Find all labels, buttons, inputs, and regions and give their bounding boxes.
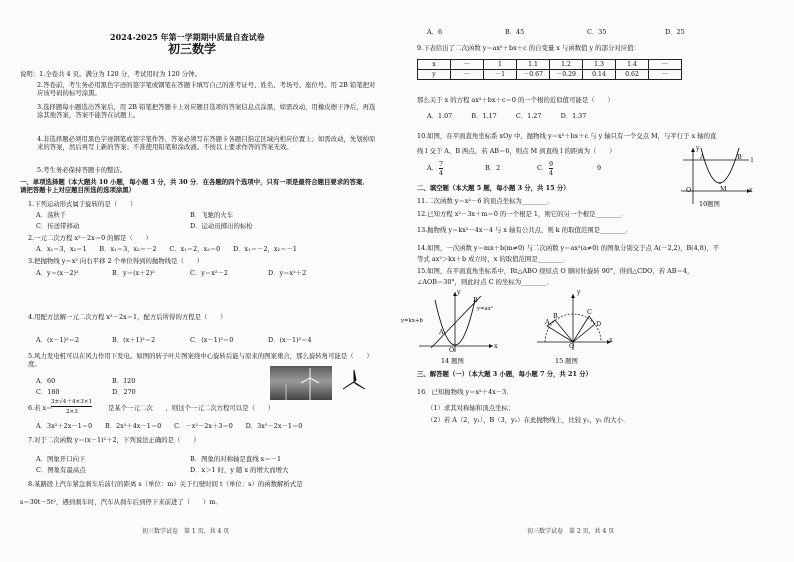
q10-line-2: 线 l 交于 A、B 两点，若 AB＝6，则点 M 到直线 l 的距离为（ ） <box>417 147 616 155</box>
wind-turbine-photo <box>270 366 332 400</box>
q3-option-b: B．y＝(x＋2)² <box>112 269 155 277</box>
q4-option-b: B．(x＋1)²＝2 <box>112 336 156 344</box>
q14-line-2: 等式 ax²＞kx＋b 成立时，x 的取值范围是________． <box>417 255 570 263</box>
section-1-heading: 一、单项选择题（本大题共 10 小题，每小题 3 分，共 30 分．在各题的四个选项中，只有一项是最符合题目要求的答案．请把答题卡上对应题目所选的选项涂黑） <box>20 178 369 194</box>
q5-option-a: A．60 <box>36 377 56 385</box>
q16-part-2: （2）若 A（2，y₁）、B（3，y₂）在此抛物线上，比较 y₁，y₂ 的大小． <box>427 416 630 424</box>
fig14-a-label: A <box>439 328 444 336</box>
page-footer-1: 初三数学试卷 第 1 页，共 4 页 <box>142 528 230 535</box>
q8-option-b: B．45 <box>505 28 525 36</box>
q6-prefix: 6.若 x＝ <box>28 404 53 412</box>
figure-15-caption: 15 题图 <box>555 357 578 365</box>
table-row-x <box>418 60 682 70</box>
fig10-b-label: B <box>737 153 742 161</box>
q7-option-d: D．x＞1 时，y 随 x 的增大而增大 <box>190 466 289 474</box>
q7-option-a: A．图象开口向下 <box>36 455 86 463</box>
q5-option-c: C．180 <box>36 388 60 396</box>
q10-line-1: 10.如图，在平面直角坐标系 xOy 中，抛物线 y＝x²＋bx＋c 与 y 轴只有一个交点 M，与平行于 x 轴的直 <box>417 132 717 140</box>
q15-line-2: ∠AOB＝30°，则此时点 C 的坐标为________． <box>417 278 554 286</box>
instruction-5: 5.考生务必保持答题卡的整洁。 <box>37 166 127 174</box>
fig14-line-eq: y=kx+b <box>401 318 423 324</box>
exam-page-2 <box>397 0 794 562</box>
figure-10-parabola <box>679 146 754 206</box>
q5-stem: 5.风力发电机可以在风力作用下发电。如图的转子叶片图案绕中心旋转后能与原来的图案重合，那么旋转角可能是（ ）度。 <box>28 352 373 368</box>
instruction-4: 4.非选择题必须用黑色字迹钢笔或签字笔作答、答案必须写在答题卡各题目指定区域内相应位置上；如需改动，先划掉原来的答案，然后再写上新的答案；不准使用铅笔和涂改液。不按以上要求作答的答案无效。 <box>37 135 376 151</box>
q1-option-c: C．传送带移动 <box>36 222 80 230</box>
q6-suffix: 是某个一元二次 ，则这个一元二次方程可以是（ ） <box>108 404 275 412</box>
table-cell: y <box>418 70 451 80</box>
q6-fraction-numerator: 3±√4＋4×3×1 <box>51 399 93 405</box>
q6-options: A．3x²＋2x－1＝0 B．2x²＋4x－1＝0 C．－x²－2x＋3＝0 D．3x²－2x－1＝0 <box>36 422 303 430</box>
fig15-y-label: y <box>577 288 581 296</box>
q11: 11.二次函数 y＝x²－6 的顶点坐标为________． <box>417 197 554 205</box>
q2-stem: 2.一元二次方程 x²－2x＝0 的解是（ ） <box>28 234 152 242</box>
fig14-y-label: y <box>457 288 461 296</box>
q8-line-1: 8.某路段上汽车紧急刹车后前行的距离 s（单位：m）关于行驶时间 t（单位：s）的函数解析式是 <box>28 480 303 488</box>
q8-option-c: C．35 <box>587 28 607 36</box>
q9-ask: 那么关于 x 的方程 ax²＋bx＋c＝0 的一个根的近似值可能是（ ） <box>417 96 614 104</box>
table-cell: 1 <box>484 60 517 70</box>
table-cell: 1.4 <box>616 60 649 70</box>
figure-14-caption: 14 题图 <box>441 357 464 365</box>
fig14-x-label: x <box>494 342 498 350</box>
q1-option-d: D．运动员掷出的标枪 <box>190 222 253 230</box>
fig10-a-label: A <box>700 153 705 161</box>
page-footer-2: 初三数学试卷 第 2 页，共 4 页 <box>527 528 615 535</box>
fig14-b-label: B <box>473 296 478 304</box>
fig10-y-label: y <box>696 144 700 152</box>
q12: 12.已知方程 x²－3x＋m＝0 的一个根是 1，则它的另一个根是________． <box>417 210 628 218</box>
q1-stem: 1.下列运动形式属于旋转的是（ ） <box>28 200 137 208</box>
q10-option-c-letter: C． <box>537 164 549 172</box>
fig15-b-label: B <box>553 312 558 320</box>
q9-options: A．1.07 B．1.17 C．1.27 D．1.37 <box>427 112 587 120</box>
q9-stem: 9.下表给出了二次函数 y＝ax²＋bx＋c 的自变量 x 与函数值 y 的部分对应值： <box>417 44 640 52</box>
q2-options: A．x₁＝3，x₂＝1 B．x₁＝3，x₂＝－2 C．x₁＝2，x₂＝0 D．x₁＝－2，x₂＝－1 <box>36 245 297 253</box>
fig15-d-label: D <box>596 320 602 328</box>
fig14-origin-label: O <box>449 346 455 354</box>
q16-stem: 16．已知抛物线 y＝x²＋4x－3． <box>417 388 513 396</box>
q1-option-b: B．飞驰的火车 <box>190 211 234 219</box>
q7-stem: 7.对于二次函数 y＝(x－1)²＋2，下列说法正确的是（ ） <box>28 436 200 444</box>
q3-stem: 3.把抛物线 y＝x² 向右平移 2 个单位得到的抛物线是（ ） <box>28 257 204 265</box>
q10-option-b: B．2 <box>485 164 501 172</box>
q4-option-d: D．(x－1)²＝4 <box>268 336 312 344</box>
exam-title: 2024-2025 年第一学期期中质量自查试卷 <box>110 32 265 42</box>
q10-option-c-denominator: 4 <box>549 169 554 177</box>
q7-option-b: B．图象的对称轴是直线 x＝－1 <box>190 455 282 463</box>
q16-part-1: （1）求其对称轴和顶点坐标； <box>427 404 515 412</box>
figure-14-graph <box>417 290 495 354</box>
table-cell: ··· <box>649 60 682 70</box>
q10-option-a-letter: A． <box>427 164 439 172</box>
q3-option-d: D．y＝x²＋2 <box>268 269 307 277</box>
fig15-a-label: A <box>545 318 550 326</box>
instruction-2: 2.答卷前，考生务必用黑色字迹的签字笔或钢笔在答题卡填写自己的准考证号、姓名、考场号、座位号。用 2B 铅笔把对应该号码的标号涂黑。 <box>37 81 376 97</box>
table-cell: 0.14 <box>583 70 616 80</box>
table-cell: ··· <box>451 70 484 80</box>
q3-option-c: C．y＝x²－2 <box>190 269 228 277</box>
table-cell: －0.67 <box>517 70 550 80</box>
table-row-y <box>418 70 682 80</box>
q14-line-1: 14.如图，一次函数 y＝mx＋b(m≠0) 与二次函数 y＝ax²(a≠0) 的图象分别交于点 A(－2,2)，B(4,8)，不 <box>417 244 720 252</box>
q1-option-a: A．荡秋千 <box>36 211 67 219</box>
table-cell: 1.1 <box>517 60 550 70</box>
fig15-origin-label: O <box>569 342 575 350</box>
fig10-origin-label: O <box>686 186 692 194</box>
table-cell: ··· <box>649 70 682 80</box>
q8-option-a: A．6 <box>427 28 443 36</box>
q8-line-2: s＝30t－5t²，遇到刹车时，汽车从刹车后到停下来前进了（ ）m． <box>20 498 222 506</box>
table-cell: x <box>418 60 451 70</box>
q8-option-d: D．25 <box>665 28 685 36</box>
fig10-m-label: M <box>720 185 727 193</box>
q4-option-c: C．(x－1)²＝0 <box>190 336 234 344</box>
rotor-blade-icon <box>340 368 368 396</box>
q10-option-a-numerator: 7 <box>439 160 444 168</box>
fig15-c-label: C <box>587 308 592 316</box>
q9-value-table <box>417 59 682 80</box>
q13: 13.抛物线 y＝kx²－4x－4 与 x 轴有公共点，则 k 的取值范围是________． <box>417 226 632 234</box>
table-cell: 0.62 <box>616 70 649 80</box>
subject-title: 初三数学 <box>168 42 217 56</box>
q6-fraction-denominator: 2×3 <box>66 409 78 415</box>
q15-line-1: 15.如图，在平面直角坐标系中，Rt△ABO 绕原点 O 顺时针旋转 90°，得到△CDO，若 AB＝4， <box>417 267 694 275</box>
q4-stem: 4.用配方法解一元二次方程 x²－2x＝1，配方后所得的方程是（ ） <box>28 313 227 321</box>
figure-10-caption: 10题图 <box>699 200 720 208</box>
q3-option-a: A．y＝(x－2)² <box>36 269 79 277</box>
table-cell: 1.2 <box>550 60 583 70</box>
table-cell: －0.29 <box>550 70 583 80</box>
fig15-x-label: x <box>609 336 613 344</box>
q5-option-b: B．120 <box>112 377 136 385</box>
q10-option-a-denominator: 4 <box>439 169 444 177</box>
table-cell: ··· <box>451 60 484 70</box>
q7-option-c: C．图象有最高点 <box>36 466 86 474</box>
section-3-heading: 三、解答题（一）（本大题 3 小题，每小题 7 分，共 21 分） <box>417 370 592 378</box>
instruction-3: 3.选择题每小题选出答案后，用 2B 铅笔把答题卡上对应题目选项的答案信息点涂黑，如需改动，用橡皮擦干净后，再选涂其他答案，答案不能答在试题上。 <box>37 103 376 119</box>
table-cell: －1 <box>484 70 517 80</box>
q10-option-c-numerator: 9 <box>549 160 554 168</box>
q5-option-d: D．270 <box>112 388 136 396</box>
fig10-x-label: x <box>749 186 753 194</box>
q10-option-d: 9 <box>597 164 602 172</box>
instruction-1: 说明：1.全卷共 4 页。满分为 120 分，考试用时为 120 分钟。 <box>20 70 201 78</box>
fig10-line-label: l <box>751 156 754 164</box>
fig14-parabola-eq: y=ax² <box>477 306 493 312</box>
section-2-heading: 二、填空题（本大题 5 题，每小题 3 分，共 15 分） <box>417 184 570 192</box>
q4-option-a: A．(x－1)²＝2 <box>36 336 80 344</box>
table-cell: 1.3 <box>583 60 616 70</box>
